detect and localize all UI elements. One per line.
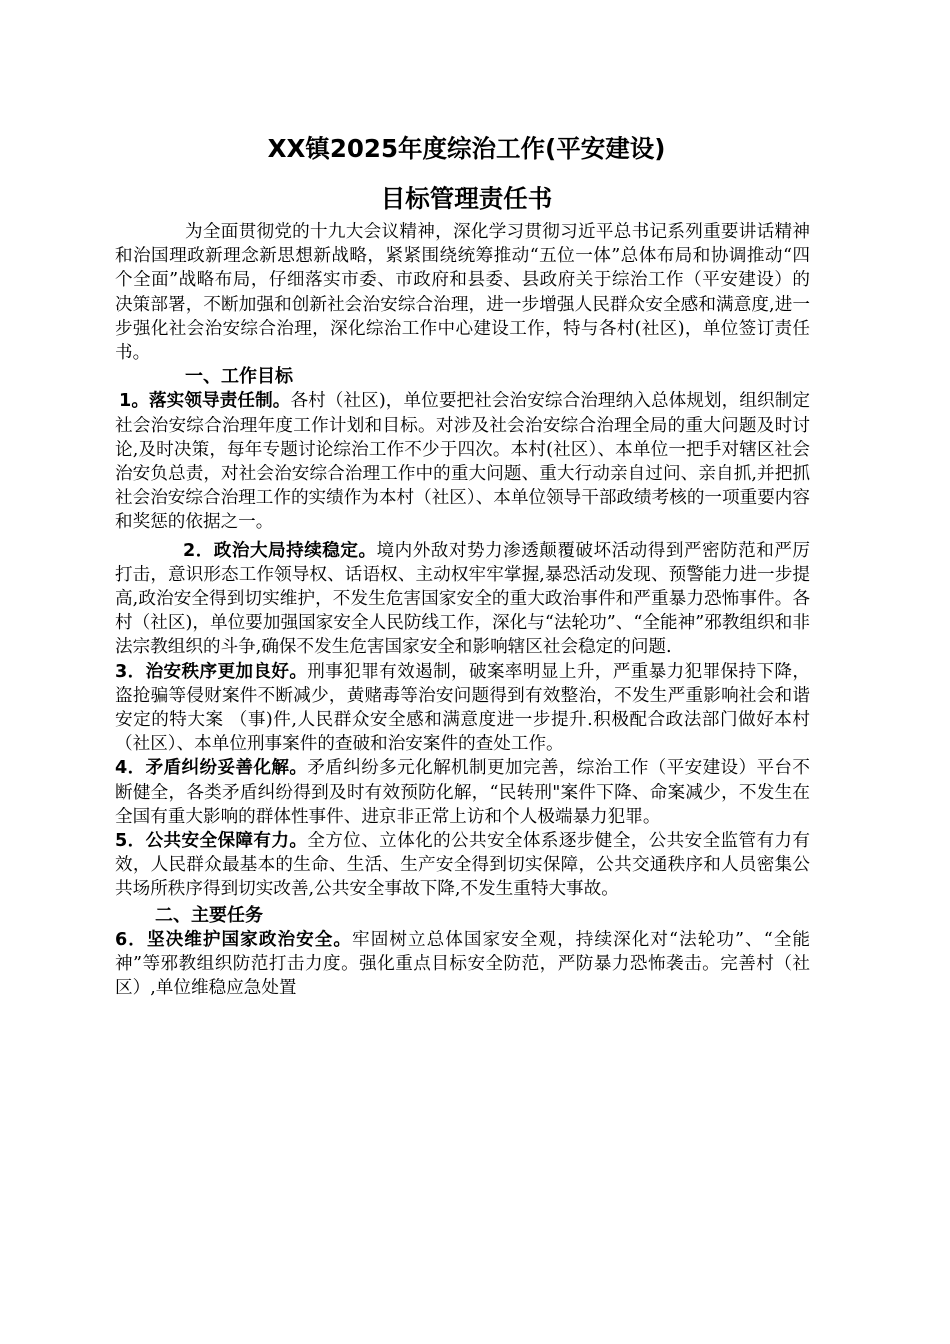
goal-item-2 xyxy=(115,539,810,660)
goal-item-3-text: 刑事犯罪有效遏制，破案率明显上升，严重暴力犯罪保持下降，盗抢骗等侵财案件不断减少，黄赌毒等治安问题得到有效整治，不发生严重影响社会和谐安定的特大案 （事)件,人民群众安全感和满意度进一步提升.积极配合政法部门做好本村（社区）、本单位刑事案件的查破和治安案件的查处工作。 xyxy=(115,661,810,755)
goal-item-5-lead: 5．公共安全保障有力。 xyxy=(115,831,308,852)
intro-paragraph: 为全面贯彻党的十九大会议精神，深化学习贯彻习近平总书记系列重要讲话精神和治国理政新理念新思想新战略，紧紧围绕统筹推动“五位一体”总体布局和协调推动“四个全面”战略布局，仔细落实市委、市政府和县委、县政府关于综治工作（平安建设）的决策部署，不断加强和创新社会治安综合治理，进一步增强人民群众安全感和满意度,进一步强化社会治安综合治理，深化综治工作中心建设工作，特与各村(社区)，单位签订责任书。 xyxy=(115,222,810,364)
section-heading-main-tasks: 二、主要任务 xyxy=(155,904,263,926)
goal-item-4-text: 矛盾纠纷多元化解机制更加完善，综治工作（平安建设）平台不断健全，各类矛盾纠纷得到及时有效预防化解，“民转刑"案件下降、命案减少，不发生在全国有重大影响的群体性事件、进京非正常上访和个人极端暴力犯罪。 xyxy=(115,758,810,827)
task-item-6-lead: 6．坚决维护国家政治安全。 xyxy=(115,929,353,950)
goal-item-2-lead: 2．政治大局持续稳定。 xyxy=(183,540,377,561)
task-item-6-text: 牢固树立总体国家安全观，持续深化对“法轮功”、“全能神”等邪教组织防范打击力度。强化重点目标安全防范，严防暴力恐怖袭击。完善村（社区）,单位维稳应急处置 xyxy=(115,929,810,999)
goal-item-1-lead: 1。落实领导责任制。 xyxy=(119,391,291,412)
goal-item-3-lead: 3．治安秩序更加良好。 xyxy=(115,661,308,682)
task-item-6 xyxy=(115,928,810,1001)
goal-item-1 xyxy=(115,389,810,534)
document-body xyxy=(115,128,810,1001)
goal-item-5-text: 全方位、立体化的公共安全体系逐步健全，公共安全监管有力有效，人民群众最基本的生命、生活、生产安全得到切实保障，公共交通秩序和人员密集公共场所秩序得到切实改善,公共安全事故下降,不发生重特大事故。 xyxy=(115,831,810,900)
document-title-line1: XX镇2025年度综治工作(平安建设) xyxy=(267,134,666,163)
document-title-line2: 目标管理责任书 xyxy=(380,184,553,213)
goal-item-5 xyxy=(115,829,810,902)
goal-item-1-text: 各村（社区)，单位要把社会治安综合治理纳入总体规划，组织制定社会治安综合治理年度工作计划和目标。对涉及社会治安综合治理全局的重大问题及时讨论,及时决策，每年专题讨论综治工作不少于四次。本村(社区）、本单位一把手对辖区社会治安负总责，对社会治安综合治理工作中的重大问题、重大行动亲自过问、亲自抓,并把抓社会治安综合治理工作的实绩作为本村（社区）、本单位领导干部政绩考核的一项重要内容和奖惩的依据之一。 xyxy=(115,391,810,533)
goal-item-4 xyxy=(115,756,810,829)
goal-item-2-text: 境内外敌对势力渗透颠覆破坏活动得到严密防范和严厉打击，意识形态工作领导权、话语权、主动权牢牢掌握,暴恐活动发现、预警能力进一步提高,政治安全得到切实维护，不发生危害国家安全的重大政治事件和严重暴力恐怖事件。各村（社区)，单位要加强国家安全人民防线工作，深化与“法轮功”、“全能神”邪教组织和非法宗教组织的斗争,确保不发生危害国家安全和影响辖区社会稳定的问题. xyxy=(115,540,810,658)
goal-item-4-lead: 4．矛盾纠纷妥善化解。 xyxy=(115,758,308,779)
section-heading-work-goals: 一、工作目标 xyxy=(185,366,293,388)
goal-item-3 xyxy=(115,660,810,757)
